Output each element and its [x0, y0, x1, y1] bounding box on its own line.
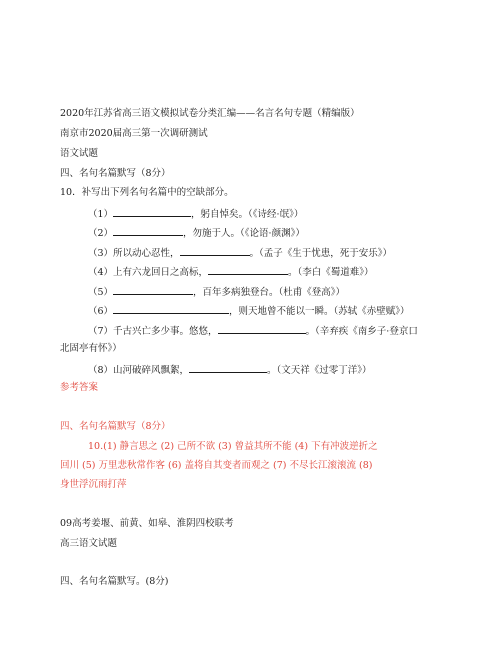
question-item-3: （3）所以动心忍性， 。（孟子《生于忧患，死于安乐》） [88, 248, 393, 259]
answer-blank[interactable] [218, 324, 306, 334]
answer-section-heading: 四、名句名篇默写（8分） [60, 421, 171, 432]
answer-line-1: 10.(1) 静言思之 (2) 己所不欲 (3) 曾益其所不能 (4) 下有冲波逆折之 [88, 441, 378, 452]
answer-blank[interactable] [189, 363, 267, 373]
section-heading-1: 四、名句名篇默写（8分） [60, 168, 171, 179]
question-prompt: 10．补写出下列名句名篇中的空缺部分。 [60, 187, 234, 198]
question-item-6: （6） ，则天地曾不能以一瞬。（苏轼《赤壁赋》） [88, 306, 410, 317]
answer-line-3: 身世浮沉雨打萍 [60, 479, 127, 490]
question-item-7: （7）千古兴亡多少事。悠悠， 。（辛弃疾《南乡子·登京口 [88, 326, 418, 337]
question-item-5: （5） ，百年多病独登台。（杜甫《登高》） [88, 287, 346, 298]
section-heading-2: 四、名句名篇默写。(8分) [60, 576, 169, 587]
question-item-1: （1） ，躬自悼矣。（《诗经·氓》） [88, 209, 304, 220]
answer-key-heading: 参考答案 [60, 382, 99, 393]
answer-blank[interactable] [180, 246, 250, 256]
answer-blank[interactable] [208, 265, 288, 275]
subject-label-2: 高三语文试题 [60, 538, 118, 549]
answer-blank[interactable] [113, 226, 183, 236]
question-item-7-continued: 北固亭有怀》） [60, 343, 122, 354]
exam-source-2: 09高考姜堰、前黄、如皋、淮阴四校联考 [60, 518, 234, 529]
exam-source-1: 南京市2020届高三第一次调研测试 [60, 128, 208, 139]
question-item-4: （4）上有六龙回日之高标， 。（李白《蜀道难》） [88, 267, 374, 278]
answer-line-2: 回川 (5) 万里悲秋常作客 (6) 盖将自其变者而观之 (7) 不尽长江滚滚流 (8) [60, 460, 373, 471]
answer-blank[interactable] [113, 207, 191, 217]
answer-blank[interactable] [113, 285, 193, 295]
subject-label-1: 语文试题 [60, 148, 99, 159]
question-item-2: （2） ，勿施于人。（《论语·颜渊》） [88, 228, 305, 239]
answer-blank[interactable] [113, 304, 229, 314]
question-item-8: （8）山河破碎风飘絮， 。（文天祥《过零丁洋》） [88, 365, 372, 376]
document-title: 2020年江苏省高三语文模拟试卷分类汇编——名言名句专题（精编版） [60, 108, 360, 119]
